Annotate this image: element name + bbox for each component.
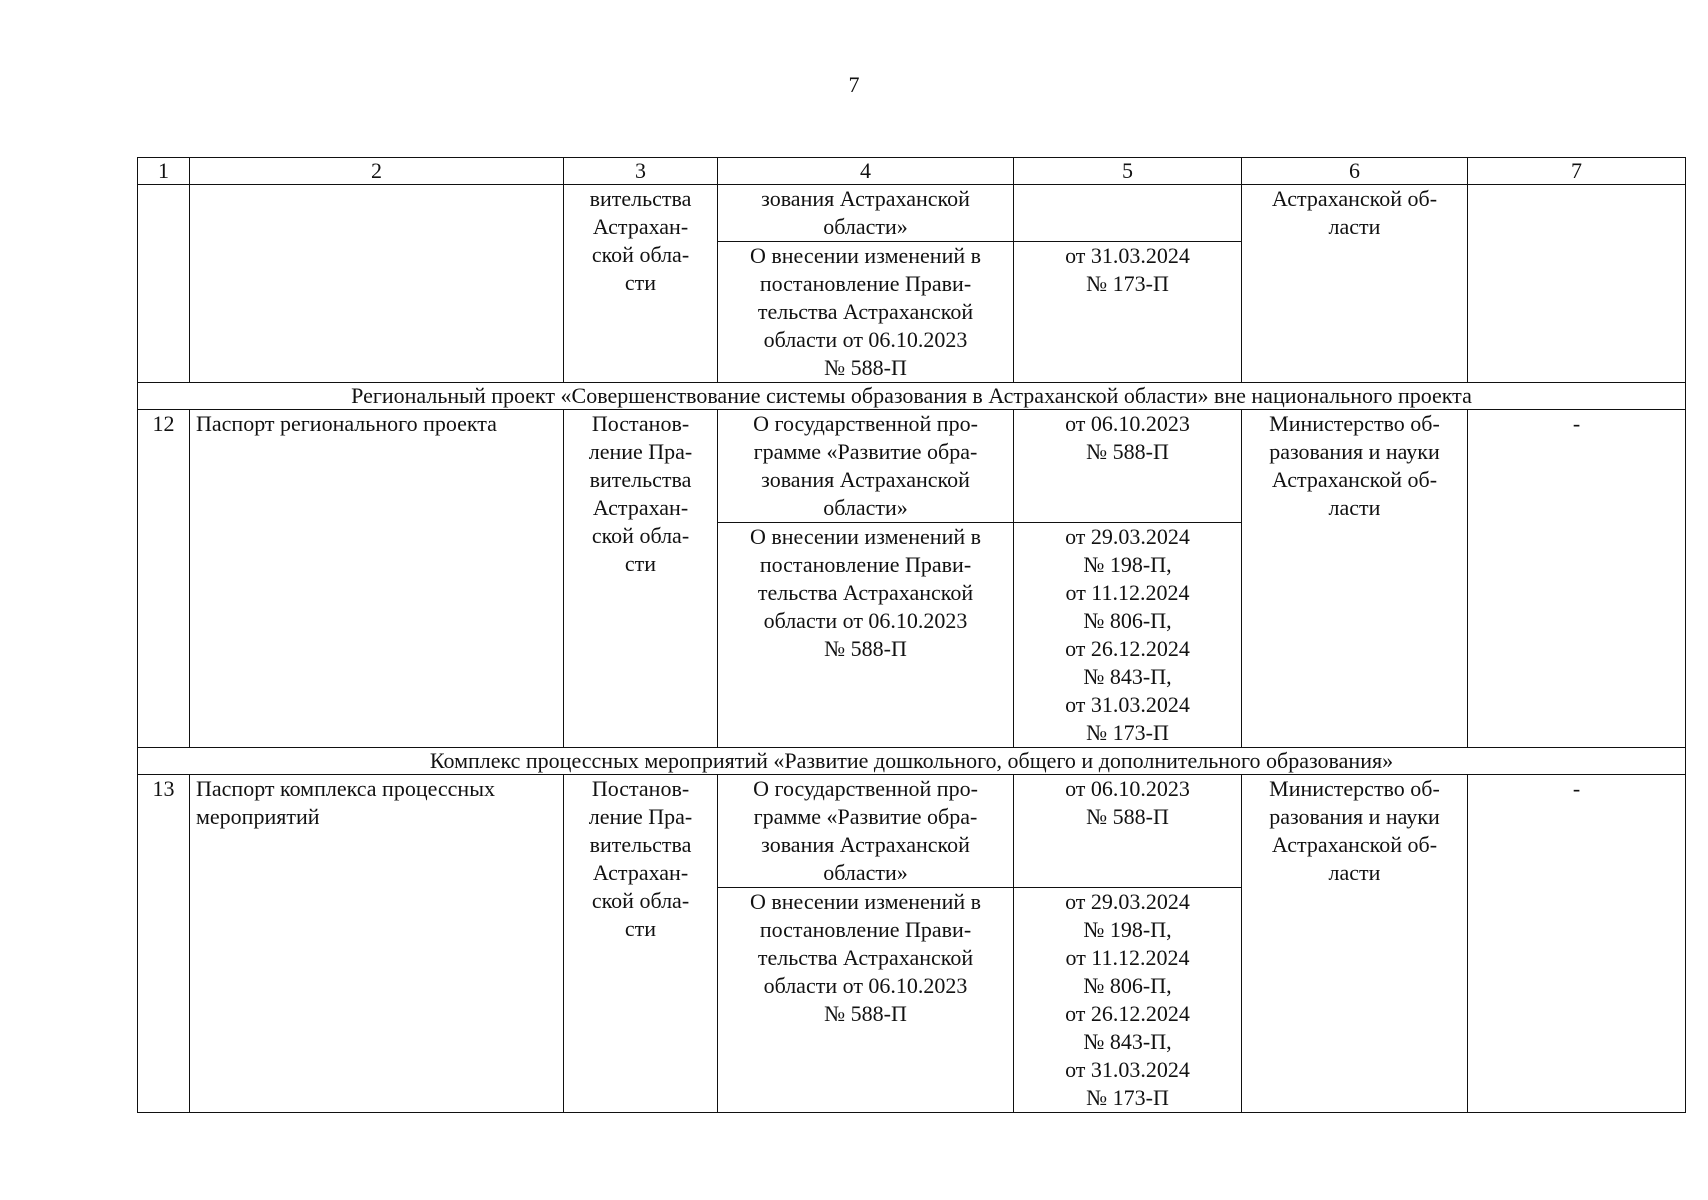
cell-num (138, 185, 190, 383)
table-row (138, 185, 1686, 242)
cell-name (190, 185, 564, 383)
column-header: 1 (138, 158, 190, 185)
section-heading: Региональный проект «Совершенствование системы образования в Астраханской области» вне национального проекта (138, 383, 1686, 410)
cell-doc-title: О внесении изменений в постановление Прави- тельства Астраханской области от 06.10.2023 № 588-П (718, 242, 1014, 383)
section-row (138, 383, 1686, 410)
cell-doc-title: О государственной про- грамме «Развитие обра- зования Астраханской области» (718, 775, 1014, 888)
cell-doc-title: О внесении изменений в постановление Прави- тельства Астраханской области от 06.10.2023 № 588-П (718, 523, 1014, 748)
cell-name: Паспорт регионального проекта (190, 410, 564, 748)
column-header: 3 (564, 158, 718, 185)
cell-doc-date (1014, 185, 1242, 242)
cell-executor: Астраханской об- ласти (1242, 185, 1468, 383)
cell-note: - (1468, 775, 1686, 1113)
cell-doc-date: от 29.03.2024 № 198-П, от 11.12.2024 № 806-П, от 26.12.2024 № 843-П, от 31.03.2024 № 173-П (1014, 523, 1242, 748)
column-header: 5 (1014, 158, 1242, 185)
table-row (138, 775, 1686, 888)
column-header-row (138, 158, 1686, 185)
page-number: 7 (848, 72, 860, 97)
cell-doc-type: вительства Астрахан- ской обла- сти (564, 185, 718, 383)
column-header: 7 (1468, 158, 1686, 185)
section-heading: Комплекс процессных мероприятий «Развитие дошкольного, общего и дополнительного образования» (138, 748, 1686, 775)
cell-doc-title: О внесении изменений в постановление Прави- тельства Астраханской области от 06.10.2023 № 588-П (718, 888, 1014, 1113)
table-row (138, 410, 1686, 523)
cell-note: - (1468, 410, 1686, 748)
cell-executor: Министерство об- разования и науки Астраханской об- ласти (1242, 775, 1468, 1113)
section-row (138, 748, 1686, 775)
cell-doc-date: от 06.10.2023 № 588-П (1014, 410, 1242, 523)
document-table (137, 157, 1686, 1113)
column-header: 2 (190, 158, 564, 185)
cell-doc-date: от 29.03.2024 № 198-П, от 11.12.2024 № 806-П, от 26.12.2024 № 843-П, от 31.03.2024 № 173-П (1014, 888, 1242, 1113)
cell-doc-title: О государственной про- грамме «Развитие обра- зования Астраханской области» (718, 410, 1014, 523)
column-header: 4 (718, 158, 1014, 185)
cell-doc-date: от 31.03.2024 № 173-П (1014, 242, 1242, 383)
cell-executor: Министерство об- разования и науки Астраханской об- ласти (1242, 410, 1468, 748)
cell-note (1468, 185, 1686, 383)
cell-num: 12 (138, 410, 190, 748)
cell-doc-title: зования Астраханской области» (718, 185, 1014, 242)
cell-doc-type: Постанов- ление Пра- вительства Астрахан- ской обла- сти (564, 410, 718, 748)
column-header: 6 (1242, 158, 1468, 185)
cell-doc-type: Постанов- ление Пра- вительства Астрахан- ской обла- сти (564, 775, 718, 1113)
cell-num: 13 (138, 775, 190, 1113)
cell-name: Паспорт комплекса процессных мероприятий (190, 775, 564, 1113)
cell-doc-date: от 06.10.2023 № 588-П (1014, 775, 1242, 888)
